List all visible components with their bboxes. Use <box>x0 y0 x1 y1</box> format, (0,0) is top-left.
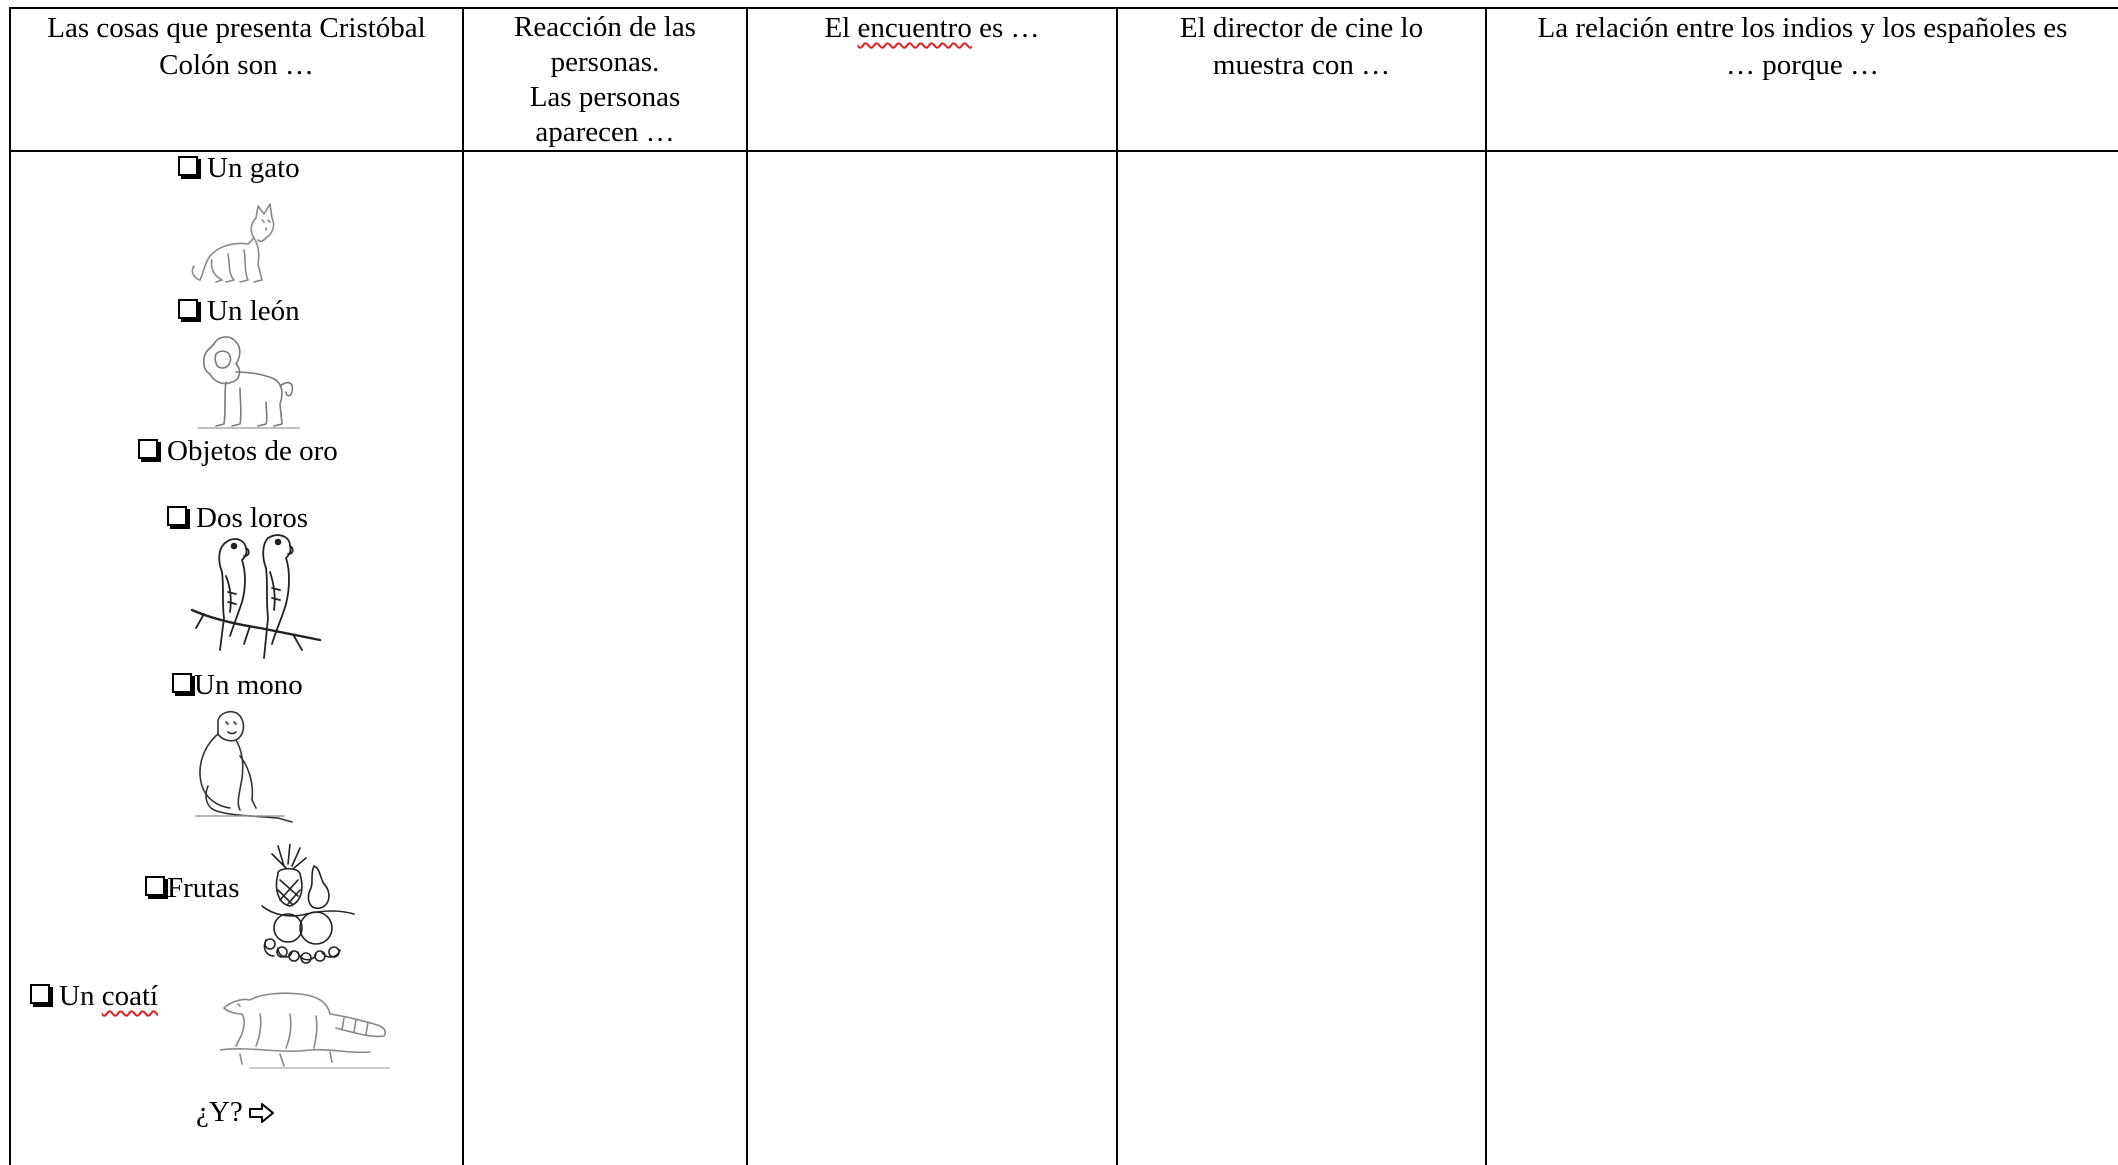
checklist-item-monkey[interactable] <box>172 668 303 702</box>
parrots-illustration <box>190 532 322 662</box>
header-cell-relationship <box>1487 8 2118 152</box>
checkbox-icon[interactable] <box>145 876 165 896</box>
item-label: Un <box>59 980 102 1012</box>
item-label: Un gato <box>207 152 300 184</box>
item-label: Un mono <box>194 669 303 701</box>
fruit-basket-illustration <box>258 844 358 964</box>
item-label: Dos loros <box>196 502 308 534</box>
header-line: Las cosas que presenta Cristóbal <box>47 12 426 44</box>
header-cell-director <box>1118 8 1485 152</box>
answer-cell-director[interactable] <box>1118 152 1485 1165</box>
checklist-item-other[interactable] <box>196 1095 275 1131</box>
lion-illustration <box>196 332 300 430</box>
item-label: Un león <box>207 295 300 327</box>
coati-illustration <box>220 984 390 1074</box>
header-line: … porque … <box>1725 49 1880 81</box>
checkbox-icon[interactable] <box>167 506 187 526</box>
header-line: La relación entre los indios y los españoles es <box>1537 12 2068 44</box>
checklist-item-fruits[interactable] <box>145 871 240 905</box>
table-left-border <box>9 7 11 1165</box>
monkey-illustration <box>188 706 302 824</box>
header-line: Las personas <box>529 81 681 113</box>
item-label: Frutas <box>167 872 240 904</box>
header-line: muestra con … <box>1212 49 1391 81</box>
header-cell-reaction <box>464 8 746 152</box>
cat-illustration <box>188 198 288 286</box>
header-line: Colón son … <box>159 49 314 81</box>
checkbox-icon[interactable] <box>172 673 192 693</box>
checkbox-icon[interactable] <box>178 299 198 319</box>
header-line: El director de cine lo <box>1179 12 1424 44</box>
checklist-item-coati[interactable] <box>30 979 158 1013</box>
checklist-item-parrots[interactable] <box>167 501 308 535</box>
checklist-item-lion[interactable] <box>178 294 300 328</box>
header-line <box>748 10 1116 47</box>
item-label: ¿Y? <box>196 1096 243 1128</box>
answer-cell-relationship[interactable] <box>1487 152 2118 1165</box>
header-line: aparecen … <box>535 116 675 148</box>
answer-cell-reaction[interactable] <box>464 152 746 1165</box>
header-text: es … <box>971 12 1040 44</box>
item-label: Objetos de oro <box>167 435 338 467</box>
checklist-item-cat[interactable] <box>178 151 300 185</box>
header-text: El <box>824 12 858 44</box>
header-cell-things-presented <box>11 8 462 152</box>
checklist-item-gold-objects[interactable] <box>138 434 338 468</box>
answer-cell-encounter[interactable] <box>748 152 1116 1165</box>
checkbox-icon[interactable] <box>138 439 158 459</box>
header-cell-encounter <box>748 8 1116 152</box>
arrow-right-icon <box>249 1097 275 1131</box>
spellcheck-word: coatí <box>101 980 159 1012</box>
header-line: Reacción de las <box>514 11 696 43</box>
header-line: personas. <box>550 46 660 78</box>
spellcheck-word: encuentro <box>857 12 972 44</box>
checkbox-icon[interactable] <box>30 984 50 1004</box>
checkbox-icon[interactable] <box>178 156 198 176</box>
